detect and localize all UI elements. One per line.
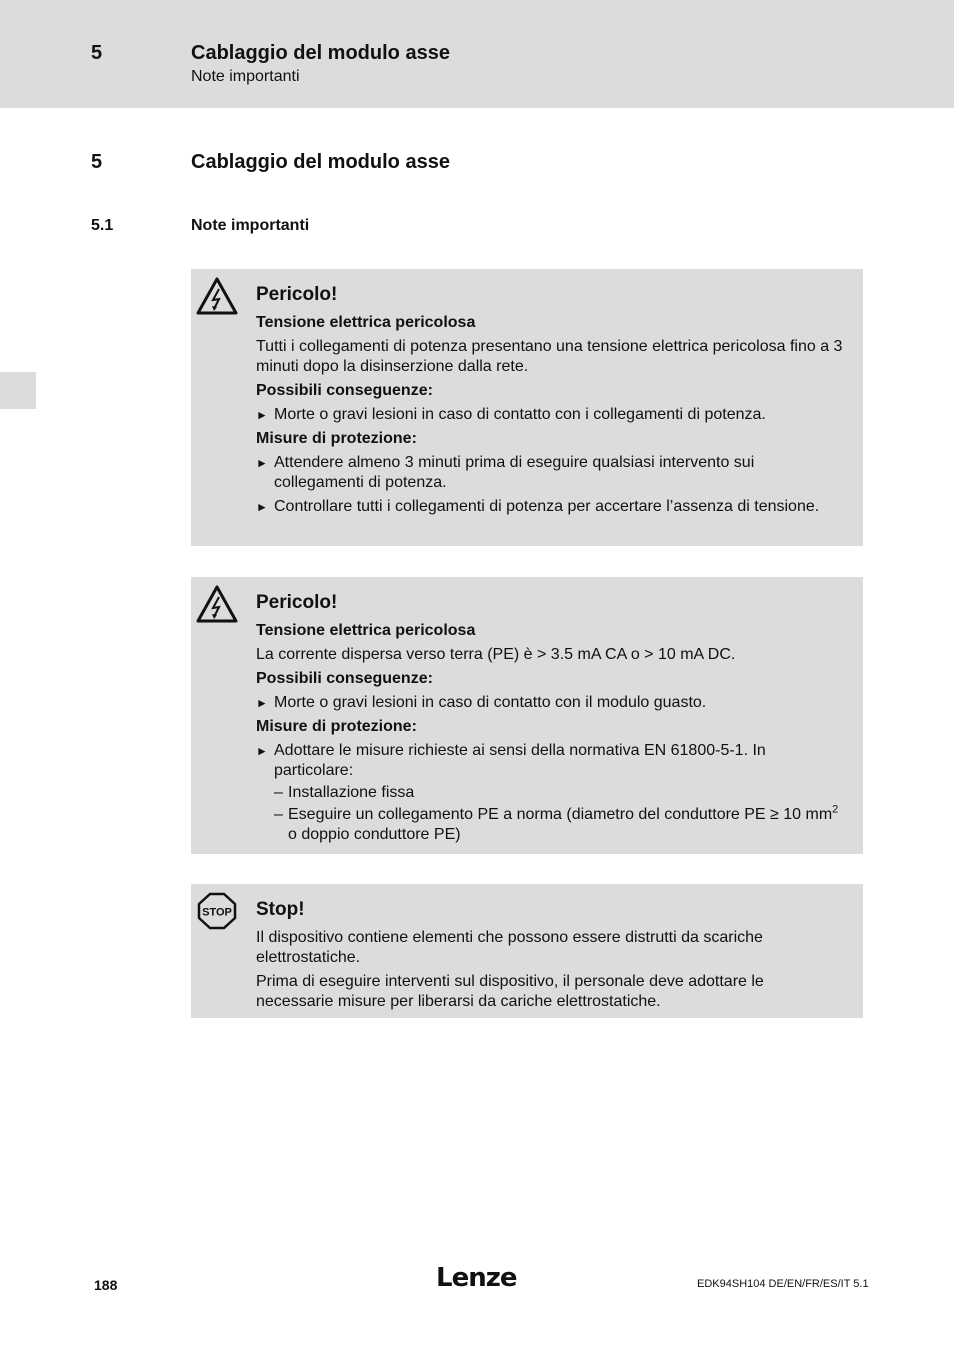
header-chapter-number: 5: [91, 42, 103, 64]
consequences-list: [256, 693, 843, 713]
measure-main-text: Adottare le misure richieste ai sensi della normativa EN 61800-5-1. In particolare:: [274, 742, 766, 779]
header-band: [0, 0, 954, 108]
list-item: ► Morte o gravi lesioni in caso di contatto con il modulo guasto.: [256, 693, 843, 713]
chapter-title: Cablaggio del modulo asse: [191, 151, 450, 173]
notice-subtitle: Tensione elettrica pericolosa: [256, 622, 476, 639]
page-number: 188: [94, 1277, 118, 1293]
notice-title: Pericolo!: [256, 592, 338, 613]
section-number: 5.1: [91, 217, 114, 234]
lenze-logo: Lenze: [436, 1263, 517, 1293]
list-item: ► Controllare tutti i collegamenti di potenza per accertare l’assenza di tensione.: [256, 497, 843, 517]
measures-list: [256, 741, 843, 845]
sub-list-item: – Installazione fissa: [274, 783, 843, 803]
measures-label: Misure di protezione:: [256, 718, 417, 735]
notice-subtitle: Tensione elettrica pericolosa: [256, 314, 476, 331]
notice-text: La corrente dispersa verso terra (PE) è > 3.5 mA CA o > 10 mA DC.: [256, 646, 736, 663]
danger-notice-2: [191, 577, 863, 854]
list-item: ► Attendere almeno 3 minuti prima di eseguire qualsiasi intervento sui collegamenti di potenza.: [256, 453, 843, 493]
consequences-list: [256, 405, 843, 425]
section-title: Note importanti: [191, 217, 310, 234]
side-tab-marker: [0, 372, 36, 409]
consequences-label: Possibili conseguenze:: [256, 670, 433, 687]
measures-list: [256, 453, 843, 517]
list-item: ► Morte o gravi lesioni in caso di contatto con i collegamenti di potenza.: [256, 405, 843, 425]
sub-item-text: Eseguire un collegamento PE a norma (diametro del conduttore PE ≥ 10 mm: [288, 806, 833, 823]
danger-notice-1: [191, 269, 863, 546]
stop-sign-icon: [196, 891, 238, 931]
document-code: EDK94SH104 DE/EN/FR/ES/IT 5.1: [697, 1278, 869, 1290]
notice-text: Prima di eseguire interventi sul dispositivo, il personale deve adottare le necessarie misure per liberarsi da cariche elettrostatiche.: [256, 973, 764, 1010]
electric-hazard-icon: [196, 276, 238, 316]
measures-label: Misure di protezione:: [256, 430, 417, 447]
stop-notice: [191, 884, 863, 1018]
stop-label: STOP: [202, 906, 232, 919]
chapter-number: 5: [91, 151, 103, 173]
sub-list-item: [274, 805, 843, 845]
notice-text: Tutti i collegamenti di potenza presentano una tensione elettrica pericolosa fino a 3 minuti dopo la disinserzione dalla rete.: [256, 338, 843, 375]
header-section-title: Note importanti: [191, 68, 300, 85]
notice-title: Pericolo!: [256, 284, 338, 305]
notice-title: Stop!: [256, 899, 305, 920]
notice-text: Il dispositivo contiene elementi che possono essere distrutti da scariche elettrostatiche.: [256, 929, 763, 966]
consequences-label: Possibili conseguenze:: [256, 382, 433, 399]
electric-hazard-icon: [196, 584, 238, 624]
list-item: [256, 741, 843, 845]
superscript: 2: [832, 803, 839, 816]
header-chapter-title: Cablaggio del modulo asse: [191, 42, 450, 64]
sub-measures-list: [274, 783, 843, 845]
sub-item-text-end: o doppio conduttore PE): [288, 826, 461, 843]
